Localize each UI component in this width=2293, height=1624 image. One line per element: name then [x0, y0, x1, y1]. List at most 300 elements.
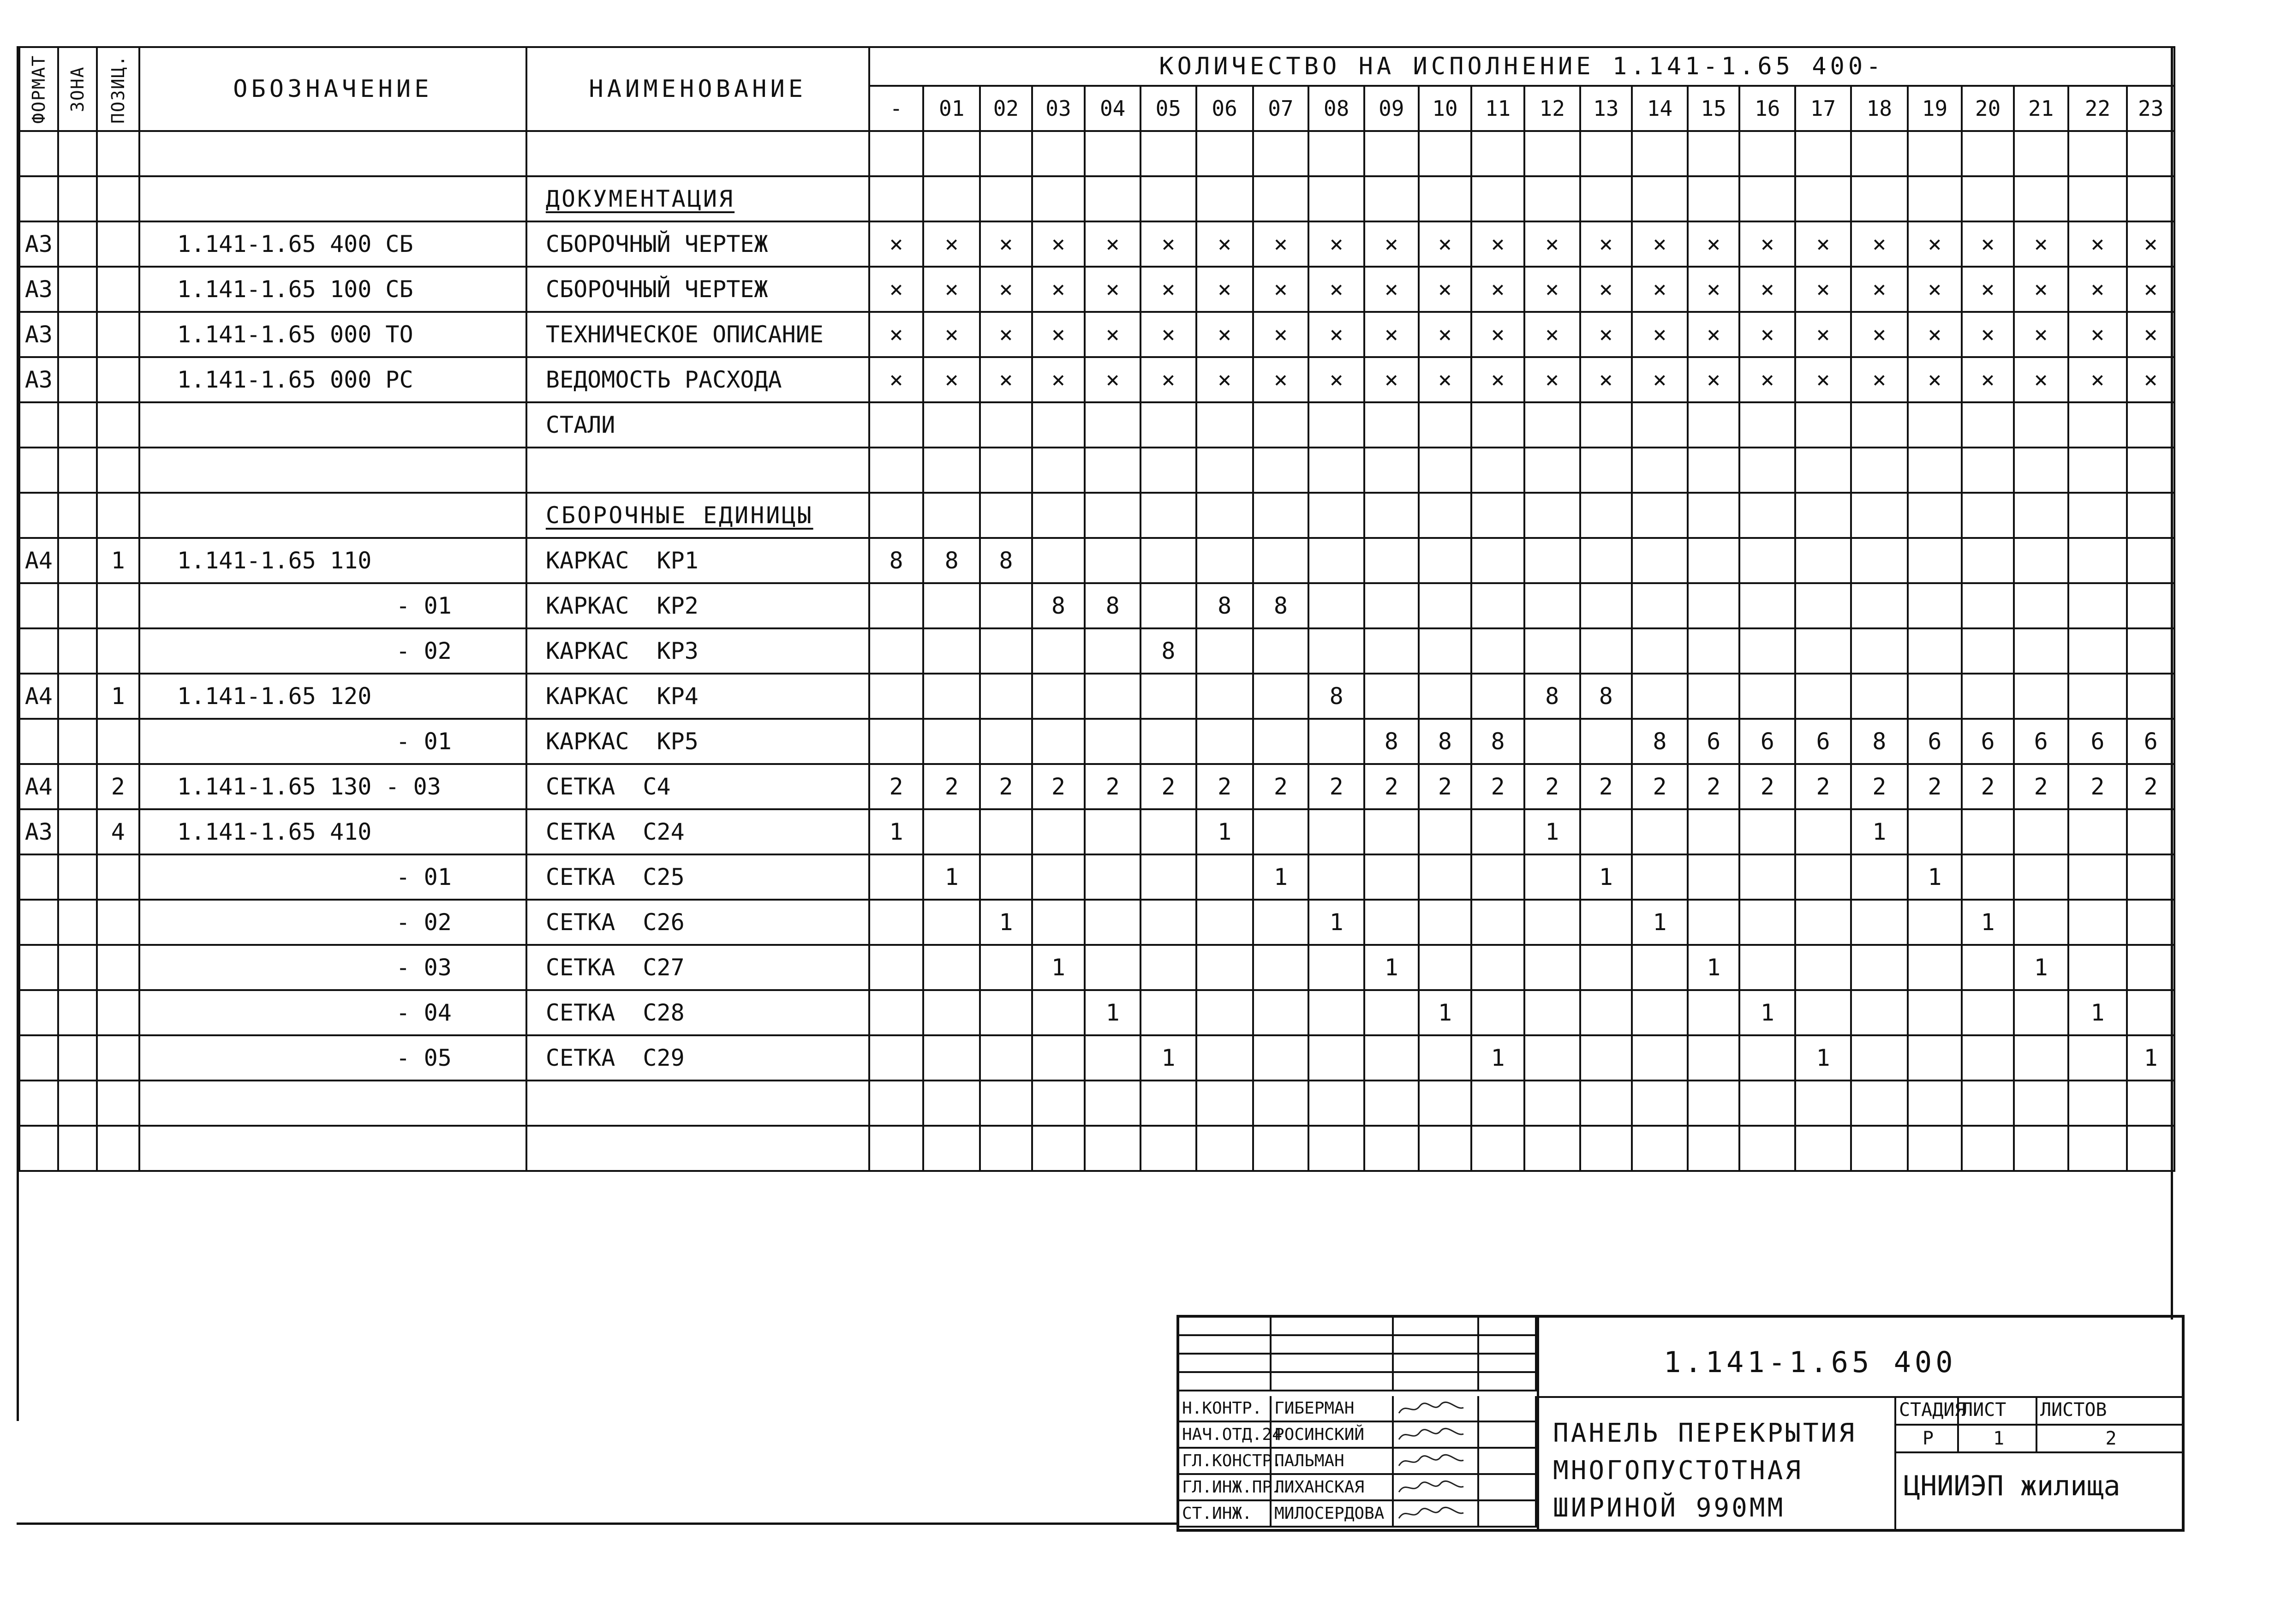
quantity-cell — [923, 719, 980, 764]
blank-grid-cell — [1394, 1355, 1479, 1373]
quantity-cell — [1908, 131, 1962, 176]
quantity-cell — [2014, 583, 2068, 628]
name-cell — [526, 900, 869, 945]
quantity-cell — [1253, 945, 1309, 990]
date-cell — [1479, 1396, 1537, 1422]
col-zone-header: ЗОНА — [58, 47, 97, 131]
quantity-cell: × — [1308, 221, 1364, 267]
quantity-cell — [980, 1126, 1032, 1171]
quantity-cell: 1 — [1524, 809, 1580, 854]
quantity-cell — [1632, 493, 1688, 538]
quantity-cell: × — [1688, 221, 1740, 267]
quantity-cell — [1524, 402, 1580, 448]
designation-cell — [139, 493, 526, 538]
quantity-cell — [1962, 809, 2014, 854]
quantity-cell: 1 — [1962, 900, 2014, 945]
signature-name: ГИБЕРМАН — [1272, 1396, 1394, 1422]
quantity-cell — [2068, 493, 2127, 538]
quantity-cell — [1908, 402, 1962, 448]
quantity-cell — [1580, 945, 1632, 990]
quantity-cell: 2 — [1141, 764, 1196, 809]
document-title — [1553, 1415, 1857, 1527]
quantity-cell — [1253, 448, 1309, 493]
zone-cell — [58, 402, 97, 448]
quantity-cell — [2127, 945, 2174, 990]
quantity-cell — [1085, 900, 1141, 945]
quantity-cell — [2068, 1081, 2127, 1126]
name-text: СЕТКА — [545, 999, 615, 1026]
quantity-cell — [869, 493, 924, 538]
quantity-cell: × — [1364, 312, 1419, 357]
quantity-cell — [1141, 900, 1196, 945]
format-cell — [19, 945, 58, 990]
name-text: СЕТКА — [545, 818, 615, 845]
quantity-cell — [1032, 900, 1085, 945]
quantity-cell — [923, 402, 980, 448]
quantity-cell — [923, 945, 980, 990]
quantity-cell: × — [2014, 221, 2068, 267]
quantity-cell — [1795, 176, 1851, 221]
table-row — [19, 945, 2174, 990]
quantity-cell — [1419, 493, 1472, 538]
quantity-cell — [1795, 809, 1851, 854]
quantity-cell — [1141, 583, 1196, 628]
variant-header-22: 22 — [2068, 86, 2127, 131]
quantity-cell — [1908, 493, 1962, 538]
quantity-cell — [1739, 1126, 1795, 1171]
designation-cell: - 01 — [139, 719, 526, 764]
signature-role: ГЛ.ИНЖ.ПР. — [1179, 1475, 1272, 1501]
name-text: СТАЛИ — [545, 412, 615, 438]
quantity-cell — [1739, 493, 1795, 538]
quantity-cell — [1085, 1126, 1141, 1171]
quantity-cell — [2014, 809, 2068, 854]
quantity-cell — [1419, 945, 1472, 990]
quantity-cell: × — [1419, 267, 1472, 312]
header-row-1 — [19, 47, 2174, 86]
quantity-cell — [2127, 583, 2174, 628]
mark-text: С25 — [643, 864, 685, 890]
zone-cell — [58, 764, 97, 809]
section-heading — [526, 176, 869, 221]
quantity-cell: × — [869, 357, 924, 402]
quantity-cell — [1632, 583, 1688, 628]
quantity-cell: × — [1253, 312, 1309, 357]
quantity-cell — [1962, 493, 2014, 538]
variant-header-12: 12 — [1524, 86, 1580, 131]
date-cell — [1479, 1449, 1537, 1475]
format-cell — [19, 990, 58, 1035]
quantity-cell — [923, 990, 980, 1035]
name-cell — [526, 628, 869, 674]
quantity-cell: × — [1085, 267, 1141, 312]
quantity-cell — [2127, 854, 2174, 900]
quantity-cell: 8 — [1253, 583, 1309, 628]
sheet-value: 1 — [1959, 1426, 2037, 1453]
sheets-value: 2 — [2037, 1426, 2182, 1453]
variant-header-17: 17 — [1795, 86, 1851, 131]
position-cell — [97, 221, 139, 267]
quantity-cell — [869, 674, 924, 719]
format-cell — [19, 583, 58, 628]
quantity-cell — [1471, 945, 1524, 990]
quantity-cell: 1 — [1032, 945, 1085, 990]
quantity-cell — [1032, 719, 1085, 764]
handwritten-signature — [1394, 1449, 1479, 1475]
designation-cell: - 01 — [139, 854, 526, 900]
quantity-cell: 1 — [2014, 945, 2068, 990]
quantity-cell — [869, 176, 924, 221]
quantity-cell: × — [980, 312, 1032, 357]
quantity-cell — [1141, 402, 1196, 448]
date-cell — [1479, 1422, 1537, 1449]
quantity-cell — [1253, 990, 1309, 1035]
quantity-cell — [923, 448, 980, 493]
designation-cell: 1.141-1.65 130 - 03 — [139, 764, 526, 809]
quantity-cell — [1032, 628, 1085, 674]
quantity-cell: × — [2014, 312, 2068, 357]
name-cell — [526, 357, 869, 402]
quantity-cell — [1419, 538, 1472, 583]
zone-cell — [58, 312, 97, 357]
quantity-cell: 8 — [1085, 583, 1141, 628]
quantity-cell: × — [1085, 357, 1141, 402]
quantity-cell — [1632, 854, 1688, 900]
quantity-cell — [1196, 538, 1253, 583]
quantity-cell — [1032, 809, 1085, 854]
quantity-cell — [2127, 674, 2174, 719]
variant-header-4: 04 — [1085, 86, 1141, 131]
quantity-cell: × — [1364, 267, 1419, 312]
quantity-cell — [1739, 809, 1795, 854]
quantity-cell — [1851, 990, 1908, 1035]
quantity-cell: 2 — [1688, 764, 1740, 809]
position-cell — [97, 1081, 139, 1126]
name-cell — [526, 719, 869, 764]
quantity-cell — [923, 1035, 980, 1081]
title-line-3: ШИРИНОЙ 990ММ — [1553, 1493, 1785, 1523]
quantity-cell — [1688, 583, 1740, 628]
quantity-cell — [2068, 583, 2127, 628]
quantity-cell — [1908, 1035, 1962, 1081]
quantity-cell: × — [2068, 221, 2127, 267]
quantity-cell — [1471, 809, 1524, 854]
table-row — [19, 402, 2174, 448]
signature-name: МИЛОСЕРДОВА — [1272, 1501, 1394, 1528]
quantity-cell — [980, 402, 1032, 448]
name-cell — [526, 854, 869, 900]
quantity-cell: × — [1580, 221, 1632, 267]
quantity-cell — [869, 131, 924, 176]
title-line-1: ПАНЕЛЬ ПЕРЕКРЫТИЯ — [1553, 1418, 1857, 1448]
quantity-cell — [1419, 854, 1472, 900]
quantity-cell: 1 — [1196, 809, 1253, 854]
organization-name: ЦНИИЭП жилища — [1904, 1470, 2120, 1502]
quantity-cell — [1141, 493, 1196, 538]
designation-cell: 1.141-1.65 120 — [139, 674, 526, 719]
quantity-cell — [1632, 131, 1688, 176]
format-cell: А4 — [19, 674, 58, 719]
quantity-cell — [1962, 538, 2014, 583]
name-text: КАРКАС — [545, 638, 629, 664]
signature-name: ЛИХАНСКАЯ — [1272, 1475, 1394, 1501]
quantity-cell: × — [1364, 221, 1419, 267]
quantity-cell — [1580, 131, 1632, 176]
quantity-cell — [2068, 1126, 2127, 1171]
quantity-cell — [1085, 131, 1141, 176]
quantity-cell: 8 — [1032, 583, 1085, 628]
blank-grid-cell — [1272, 1355, 1394, 1373]
name-text: СЕТКА — [545, 773, 615, 800]
quantity-cell — [1308, 1126, 1364, 1171]
quantity-cell — [1141, 854, 1196, 900]
designation-cell: - 03 — [139, 945, 526, 990]
quantity-cell: × — [980, 357, 1032, 402]
quantity-cell: × — [1419, 312, 1472, 357]
variant-header-0: - — [869, 86, 924, 131]
quantity-cell — [1419, 900, 1472, 945]
quantity-cell — [1739, 854, 1795, 900]
quantity-cell: × — [1253, 267, 1309, 312]
section-heading — [526, 493, 869, 538]
quantity-cell: × — [1908, 357, 1962, 402]
quantity-cell — [1085, 809, 1141, 854]
quantity-cell — [1580, 402, 1632, 448]
designation-cell: 1.141-1.65 100 СБ — [139, 267, 526, 312]
quantity-cell: 8 — [923, 538, 980, 583]
handwritten-signature — [1394, 1396, 1479, 1422]
quantity-cell — [923, 583, 980, 628]
quantity-cell: 2 — [2127, 764, 2174, 809]
quantity-cell — [1364, 402, 1419, 448]
quantity-cell: 1 — [1471, 1035, 1524, 1081]
quantity-cell: × — [1032, 221, 1085, 267]
quantity-cell — [2014, 900, 2068, 945]
blank-grid-cell — [1272, 1336, 1394, 1355]
quantity-cell: 1 — [1253, 854, 1309, 900]
quantity-cell: 8 — [1632, 719, 1688, 764]
position-cell — [97, 583, 139, 628]
quantity-cell: × — [1632, 221, 1688, 267]
quantity-cell — [1364, 448, 1419, 493]
variant-header-7: 07 — [1253, 86, 1309, 131]
mark-text: С27 — [643, 954, 685, 981]
quantity-cell: × — [1632, 267, 1688, 312]
quantity-cell — [1032, 1035, 1085, 1081]
quantity-cell — [1364, 809, 1419, 854]
name-cell — [526, 674, 869, 719]
quantity-cell: × — [1739, 221, 1795, 267]
name-cell — [526, 538, 869, 583]
quantity-cell — [869, 1126, 924, 1171]
zone-cell — [58, 674, 97, 719]
name-cell — [526, 221, 869, 267]
quantity-cell: 8 — [869, 538, 924, 583]
quantity-cell — [1739, 176, 1795, 221]
quantity-cell — [2014, 1126, 2068, 1171]
quantity-cell — [1795, 402, 1851, 448]
quantity-cell: × — [1851, 221, 1908, 267]
quantity-cell — [1739, 1081, 1795, 1126]
quantity-cell — [1364, 1081, 1419, 1126]
quantity-cell — [1253, 1081, 1309, 1126]
quantity-cell — [1908, 448, 1962, 493]
mark-text: С26 — [643, 909, 685, 936]
zone-cell — [58, 854, 97, 900]
designation-cell: 1.141-1.65 000 РС — [139, 357, 526, 402]
quantity-cell — [1795, 945, 1851, 990]
quantity-cell — [1632, 809, 1688, 854]
quantity-cell: × — [1253, 221, 1309, 267]
quantity-cell: 1 — [1739, 990, 1795, 1035]
format-cell: А4 — [19, 764, 58, 809]
quantity-cell — [1308, 628, 1364, 674]
quantity-cell — [1253, 628, 1309, 674]
quantity-cell — [1851, 448, 1908, 493]
handwritten-signature — [1394, 1501, 1479, 1528]
quantity-cell — [1085, 628, 1141, 674]
quantity-cell: 8 — [1471, 719, 1524, 764]
format-cell: А3 — [19, 357, 58, 402]
quantity-cell — [1308, 990, 1364, 1035]
format-cell — [19, 448, 58, 493]
quantity-cell — [2068, 176, 2127, 221]
quantity-cell: × — [1739, 357, 1795, 402]
quantity-cell: 1 — [1688, 945, 1740, 990]
format-cell: А4 — [19, 538, 58, 583]
format-cell: А3 — [19, 267, 58, 312]
quantity-cell — [1085, 493, 1141, 538]
quantity-cell — [1419, 674, 1472, 719]
designation-cell: 1.141-1.65 410 — [139, 809, 526, 854]
quantity-cell — [1308, 945, 1364, 990]
quantity-cell — [2014, 131, 2068, 176]
quantity-cell — [1688, 402, 1740, 448]
format-cell — [19, 493, 58, 538]
name-cell — [526, 131, 869, 176]
quantity-cell — [1688, 674, 1740, 719]
table-row — [19, 990, 2174, 1035]
quantity-cell — [1632, 1126, 1688, 1171]
quantity-cell — [1908, 583, 1962, 628]
quantity-cell: 6 — [1739, 719, 1795, 764]
quantity-cell — [1524, 176, 1580, 221]
position-cell: 2 — [97, 764, 139, 809]
quantity-cell — [1196, 900, 1253, 945]
quantity-cell: × — [2127, 357, 2174, 402]
quantity-cell — [1851, 674, 1908, 719]
quantity-cell — [1580, 176, 1632, 221]
quantity-cell — [2068, 628, 2127, 674]
zone-cell — [58, 1126, 97, 1171]
zone-cell — [58, 1035, 97, 1081]
quantity-cell: × — [1908, 312, 1962, 357]
quantity-cell — [1688, 628, 1740, 674]
format-cell — [19, 628, 58, 674]
quantity-cell — [2127, 493, 2174, 538]
position-cell — [97, 945, 139, 990]
quantity-cell — [1308, 809, 1364, 854]
quantity-cell — [1471, 583, 1524, 628]
mark-text: КР5 — [657, 728, 699, 755]
quantity-cell — [1364, 674, 1419, 719]
quantity-cell — [1688, 448, 1740, 493]
quantity-cell: × — [2127, 312, 2174, 357]
quantity-cell: × — [1085, 312, 1141, 357]
quantity-cell — [1795, 538, 1851, 583]
quantity-cell: × — [923, 221, 980, 267]
quantity-cell — [1962, 1035, 2014, 1081]
quantity-cell — [923, 176, 980, 221]
mark-text: С24 — [643, 818, 685, 845]
table-row — [19, 1035, 2174, 1081]
quantity-cell: 6 — [1962, 719, 2014, 764]
quantity-cell: 1 — [1851, 809, 1908, 854]
variant-header-8: 08 — [1308, 86, 1364, 131]
position-cell — [97, 900, 139, 945]
quantity-cell: × — [2068, 312, 2127, 357]
quantity-cell — [1032, 990, 1085, 1035]
quantity-cell — [1632, 1081, 1688, 1126]
quantity-cell: 2 — [2014, 764, 2068, 809]
quantity-cell: × — [1364, 357, 1419, 402]
quantity-cell — [980, 854, 1032, 900]
format-cell: А3 — [19, 809, 58, 854]
quantity-cell — [1308, 402, 1364, 448]
quantity-cell — [1196, 1081, 1253, 1126]
name-cell — [526, 1126, 869, 1171]
quantity-cell — [1419, 402, 1472, 448]
quantity-cell: 1 — [980, 900, 1032, 945]
quantity-cell — [923, 1081, 980, 1126]
zone-cell — [58, 990, 97, 1035]
table-row — [19, 493, 2174, 538]
quantity-cell — [1085, 176, 1141, 221]
quantity-cell — [1471, 493, 1524, 538]
mark-text: КР1 — [657, 547, 699, 574]
quantity-cell — [1364, 1035, 1419, 1081]
quantity-cell — [869, 448, 924, 493]
quantity-cell — [1795, 628, 1851, 674]
quantity-cell — [1851, 945, 1908, 990]
quantity-cell — [2068, 1035, 2127, 1081]
quantity-cell: 8 — [1419, 719, 1472, 764]
quantity-cell — [980, 448, 1032, 493]
table-row — [19, 538, 2174, 583]
zone-cell — [58, 628, 97, 674]
quantity-cell — [2127, 538, 2174, 583]
quantity-cell — [980, 1035, 1032, 1081]
quantity-cell — [1032, 854, 1085, 900]
quantity-cell — [1851, 900, 1908, 945]
quantity-cell: × — [980, 267, 1032, 312]
quantity-cell — [1419, 628, 1472, 674]
quantity-cell — [1580, 628, 1632, 674]
designation-cell — [139, 176, 526, 221]
quantity-cell — [1739, 448, 1795, 493]
quantity-cell: × — [1141, 357, 1196, 402]
position-cell: 1 — [97, 538, 139, 583]
quantity-cell — [2014, 538, 2068, 583]
designation-cell: 1.141-1.65 110 — [139, 538, 526, 583]
quantity-cell — [1795, 990, 1851, 1035]
quantity-cell — [1253, 538, 1309, 583]
quantity-cell — [1419, 448, 1472, 493]
quantity-cell — [1524, 583, 1580, 628]
quantity-cell — [1962, 854, 2014, 900]
designation-cell — [139, 402, 526, 448]
quantity-cell — [1795, 900, 1851, 945]
